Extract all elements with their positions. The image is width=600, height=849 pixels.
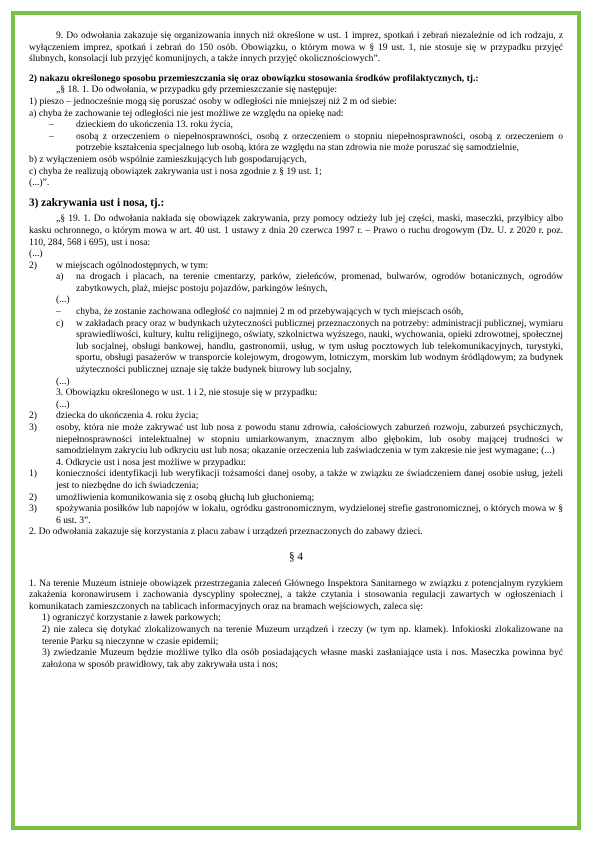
s2-line-b: b) z wyłączeniem osób wspólnie zamieszkujących lub gospodarujących, <box>29 153 307 165</box>
s2-dash-item-2: – osobą z orzeczeniem o niepełnosprawności, osobą z orzeczeniem o stopniu niepełnosprawności, osobą z orzeczeniem o potrzebie kształcenia specjalnego lub osobą, która ze względu na stan zdrowia nie może poruszać się samodzielnie, <box>49 130 563 154</box>
s2-dash-item-1: – dzieckiem do ukończenia 13. roku życia, <box>49 119 233 131</box>
s3-item-a: a) na drogach i placach, na terenie cmentarzy, parków, zieleńców, promenad, bulwarów, ogrodów botanicznych, ogrodów zabytkowych, plaż, miejsc postoju pojazdów, parkingów leśnych, <box>56 271 563 294</box>
s3-uncover-2: 2) umożliwienia komunikowania się z osobą głuchą lub głuchoniemą; <box>29 491 315 503</box>
section-2-heading: 2) nakazu określonego sposobu przemieszczania się oraz obowiązku stosowania środków profilaktycznych, tj.: <box>29 72 479 84</box>
s4-list-3: 3) zwiedzanie Muzeum będzie możliwe tylko dla osób posiadających własne maski zasłaniające usta i nos. Maseczka powinna być założona w sposób prawidłowy, tak aby zakrywała usta i nos; <box>42 647 563 670</box>
paragraph-9: 9. Do odwołania zakazuje się organizowania innych niż określone w ust. 1 imprez, spotkań i zebrań niezależnie od ich rodzaju, z wyłączeniem imprez, spotkań i zebrań do 150 osób. Obowiązku, o którym mowa w § 19 ust. 1, nie stosuje się w przypadku przyjęć ślubnych, konsolacji lub przyjęć komunijnych, a także innych przyjęć okolicznościowych”. <box>29 30 563 65</box>
s2-line-end: (...)”. <box>29 177 50 189</box>
s4-list-2: 2) nie zaleca się dotykać zlokalizowanych na terenie Muzeum urządzeń i rzeczy (w tym np. klamek). Infokioski zlokalizowane na terenie Parku są nieczynne w czasie epidemii; <box>42 623 563 647</box>
s4-list-1: 1) ograniczyć korzystanie z ławek parkowych; <box>42 612 221 624</box>
s2-line-3: a) chyba że zachowanie tej odległości nie jest możliwe ze względu na opiekę nad: <box>29 107 344 119</box>
s3-dots-1: (...) <box>29 248 43 260</box>
s3-exempt-3: 3) osoby, która nie może zakrywać ust lub nosa z powodu stanu zdrowia, całościowych zaburzeń rozwoju, zaburzeń psychicznych, niepełnosprawności intelektualnej w stopniu umiarkowanym, znacznym albo głębokim, lub osoby mającej trudności w samodzielnym zakryciu lub odkryciu ust lub nosa; okazanie orzeczenia lub zaświadczenia w tym zakresie nie jest wymagane; (...) <box>29 422 563 457</box>
s3-dots-3: (...) <box>56 375 70 387</box>
s3-dash-item: – chyba, że zostanie zachowana odległość co najmniej 2 m od przebywających w tych miejscach osób, <box>56 306 464 318</box>
s3-ust-3: 3. Obowiązku określonego w ust. 1 i 2, nie stosuje się w przypadku: <box>56 387 318 399</box>
section-3-heading: 3) zakrywania ust i nosa, tj.: <box>29 196 165 209</box>
s3-uncover-3: 3) spożywania posiłków lub napojów w lokalu, ogródku gastronomicznym, wydzielonej strefie gastronomicznej, o których mowa w § 6 ust. 3”. <box>29 503 563 526</box>
s2-line-1: „§ 18. 1. Do odwołania, w przypadku gdy przemieszczanie się następuje: <box>56 84 338 96</box>
s4-paragraph-1: 1. Na terenie Muzeum istnieje obowiązek przestrzegania zaleceń Głównego Inspektora Sanitarnego w związku z potencjalnym ryzykiem zakażenia koronawirusem i zachowania dyscypliny społecznej, a także czytania i stosowania regulacji zawartych w ogłoszeniach i komunikatach zamieszczonych na tablicach informacyjnych oraz na bramach wejściowych, zaleca się: <box>29 577 563 612</box>
s3-item-2: 2) w miejscach ogólnodostępnych, w tym: <box>29 259 209 271</box>
s3-uncover-1: 1) konieczności identyfikacji lub weryfikacji tożsamości danej osoby, a także w związku ze świadczeniem danej osobie usług, jeżeli jest to niezbędne do ich świadczenia; <box>29 468 563 491</box>
s3-intro: „§ 19. 1. Do odwołania nakłada się obowiązek zakrywania, przy pomocy odzieży lub jej części, maski, maseczki, przyłbicy albo kasku ochronnego, o którym mowa w art. 40 ust. 1 ustawy z dnia 20 czerwca 1997 r. – Prawo o ruchu drogowym (Dz. U. z 2020 r. poz. 110, 284, 568 i 695), ust i nosa: <box>29 213 563 248</box>
paragraph-2-playgrounds: 2. Do odwołania zakazuje się korzystania z placu zabaw i urządzeń przeznaczonych do zabawy dzieci. <box>29 526 423 538</box>
section-4-title: § 4 <box>289 550 303 563</box>
s3-exempt-2: 2) dziecka do ukończenia 4. roku życia; <box>29 410 199 422</box>
s3-dots-4: (...) <box>56 398 70 410</box>
s3-item-c: c) w zakładach pracy oraz w budynkach użyteczności publicznej przeznaczonych na potrzeby: administracji publicznej, wymiaru sprawiedliwości, kultury, kultu religijnego, oświaty, szkolnictwa wyższego, nauki, wychowania, opieki zdrowotnej, społecznej lub socjalnej, obsługi bankowej, handlu, gastronomii, usług, w tym usług pocztowych lub telekomunikacyjnych, turystyki, sportu, obsługi pasażerów w transporcie kolejowym, drogowym, lotniczym, morskim lub wodnym śródlądowym; za budynek użyteczności publicznej uznaje się także budynek biurowy lub socjalny, <box>56 317 563 376</box>
s3-ust-4: 4. Odkrycie ust i nosa jest możliwe w przypadku: <box>56 456 246 468</box>
s2-line-c: c) chyba że realizują obowiązek zakrywania ust i nosa zgodnie z § 19 ust. 1; <box>29 165 322 177</box>
s2-line-2: 1) pieszo – jednocześnie mogą się poruszać osoby w odległości nie mniejszej niż 2 m od siebie: <box>29 95 397 107</box>
document-page <box>29 30 563 670</box>
s3-dots-2: (...) <box>56 294 70 306</box>
